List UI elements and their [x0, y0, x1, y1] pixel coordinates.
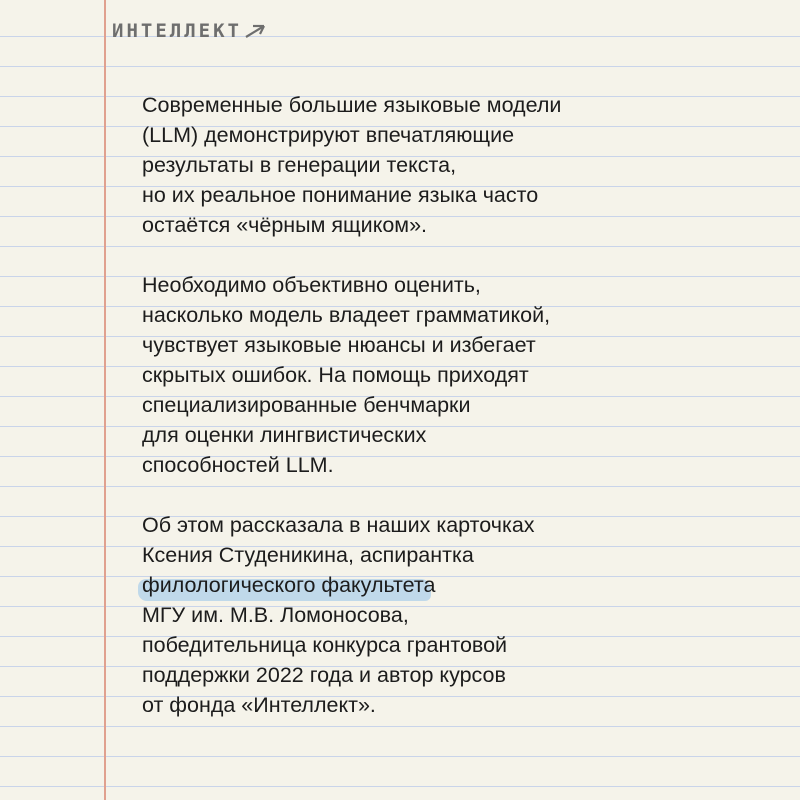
text-line: чувствует языковые нюансы и избегает [142, 333, 536, 357]
text-line: Необходимо объективно оценить, [142, 273, 481, 297]
text-line: (LLM) демонстрируют впечатляющие [142, 123, 515, 147]
text-line: специализированные бенчмарки [142, 393, 471, 417]
text-line: победительница конкурса грантовой [142, 633, 508, 657]
paragraph-intro [142, 90, 782, 240]
arrow-up-right-icon [244, 23, 268, 39]
margin-line [104, 0, 106, 800]
text-line: Ксения Студеникина, аспирантка [142, 543, 474, 567]
paragraph-benchmarks [142, 270, 782, 480]
text-line: способностей LLM. [142, 453, 334, 477]
text-line [142, 570, 782, 600]
logo [112, 20, 268, 42]
text-line: Современные большие языковые модели [142, 93, 562, 117]
highlighted-text: филологического факультета [142, 573, 436, 597]
text-line: поддержки 2022 года и автор курсов [142, 663, 506, 687]
text-line: остаётся «чёрным ящиком». [142, 213, 428, 237]
text-line: от фонда «Интеллект». [142, 693, 376, 717]
body-text [142, 90, 782, 750]
text-line: насколько модель владеет грамматикой, [142, 303, 551, 327]
text-line: но их реальное понимание языка часто [142, 183, 539, 207]
logo-text: ИНТЕЛЛЕКТ [112, 20, 242, 42]
paragraph-author [142, 510, 782, 720]
text-line: МГУ им. М.В. Ломоносова, [142, 603, 409, 627]
text-line: результаты в генерации текста, [142, 153, 457, 177]
text-line: Об этом рассказала в наших карточках [142, 513, 535, 537]
text-line: скрытых ошибок. На помощь приходят [142, 363, 529, 387]
text-line: для оценки лингвистических [142, 423, 427, 447]
